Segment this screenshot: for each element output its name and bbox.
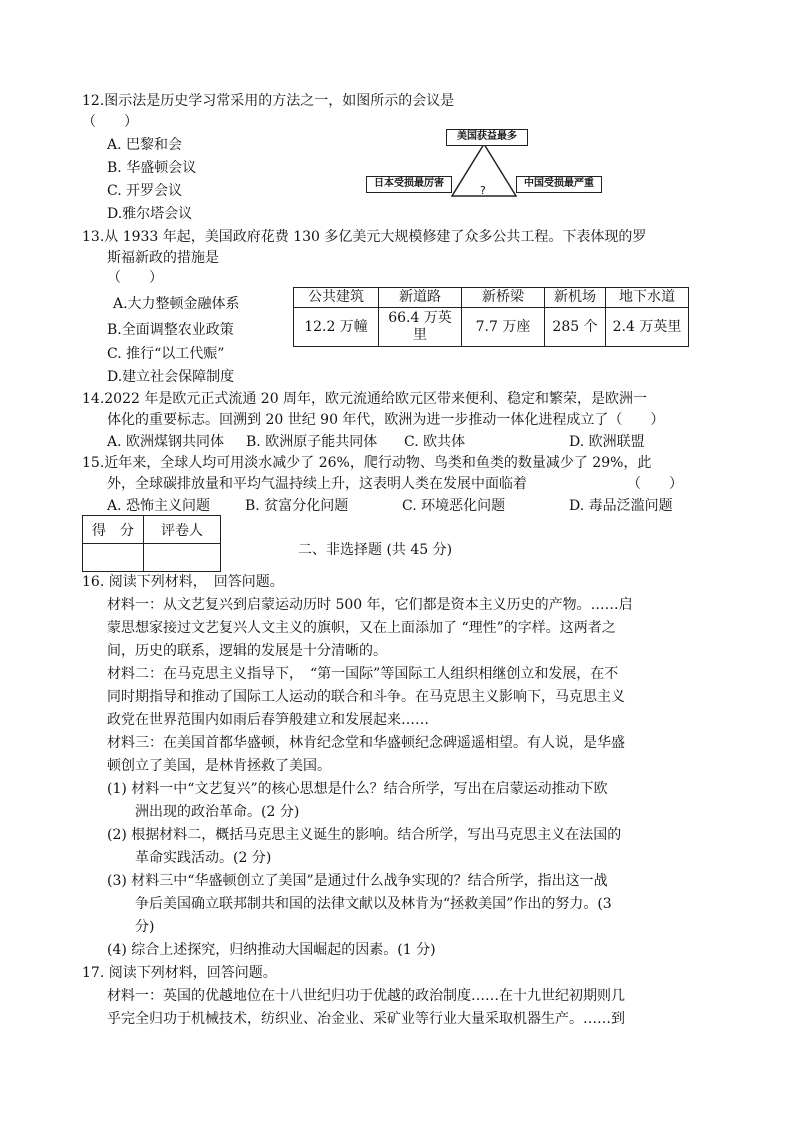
q16-subquestion: (3) 材料三中“华盛顿创立了美国”是通过什么战争实现的？结合所学，指出这一战 bbox=[107, 873, 608, 889]
q16-material-line: 蒙思想家接过文艺复兴人文主义的旗帜，又在上面添加了 “理性”的字样。这两者之 bbox=[107, 620, 616, 636]
table-cell: 285 个 bbox=[545, 308, 606, 347]
q16-material-line: 同时期指导和推动了国际工人运动的联合和斗争。在马克思主义影响下，马克思主义 bbox=[107, 689, 625, 705]
score-table bbox=[82, 515, 221, 572]
q13-option-a: A.大力整顿金融体系 bbox=[113, 296, 240, 312]
q14-option-a: A. 欧洲煤钢共同体 bbox=[107, 434, 225, 450]
table-header-cell: 公共建筑 bbox=[294, 288, 379, 308]
q16-material-line: 材料二：在马克思主义指导下， “第一国际”等国际工人组织相继创立和发展，在不 bbox=[107, 666, 619, 682]
score-header: 得 分 bbox=[83, 516, 144, 544]
q13-table bbox=[293, 287, 689, 347]
q13-stem-line1: 13.从 1933 年起，美国政府花费 130 多亿美元大规模修建了众多公共工程。下表体现的罗 bbox=[82, 229, 647, 245]
q16-material-line: 材料三：在美国首都华盛顿，林肯纪念堂和华盛顿纪念碑遥遥相望。有人说，是华盛 bbox=[107, 735, 625, 751]
q15-line2: 外，全球碳排放量和平均气温持续上升，这表明人类在发展中面临着 bbox=[107, 476, 527, 492]
q15-option-c: C. 环境恶化问题 bbox=[402, 498, 506, 514]
table-header-row bbox=[294, 288, 689, 308]
q16-subquestion: (1) 材料一中“文艺复兴”的核心思想是什么？结合所学，写出在启蒙运动推动下欧 bbox=[107, 781, 608, 797]
q17-stem: 17. 阅读下列材料，回答问题。 bbox=[82, 965, 277, 981]
q17-material-line: 材料一：英国的优越地位在十八世纪归功于优越的政治制度……在十九世纪初期则几 bbox=[107, 988, 625, 1004]
q12-stem: 12.图示法是历史学习常采用的方法之一，如图所示的会议是 bbox=[82, 93, 455, 109]
q17-material-line: 乎完全归功于机械技术，纺织业、冶金业、采矿业等行业大量采取机器生产。……到 bbox=[107, 1011, 625, 1027]
q14-option-d: D. 欧洲联盟 bbox=[569, 434, 645, 450]
q16-subquestion: (2) 根据材料二，概括马克思主义诞生的影响。结合所学，写出马克思主义在法国的 bbox=[107, 827, 622, 843]
q16-material-line: 政党在世界范围内如雨后春笋般建立和发展起来…… bbox=[107, 712, 429, 728]
q13-stem-line2: 斯福新政的措施是 bbox=[107, 250, 219, 266]
q15-option-b: B. 贫富分化问题 bbox=[245, 498, 349, 514]
q12-option-c: C. 开罗会议 bbox=[107, 183, 183, 199]
q12-option-a: A. 巴黎和会 bbox=[107, 137, 183, 153]
grader-header: 评卷人 bbox=[144, 516, 221, 544]
table-header-cell: 新道路 bbox=[379, 288, 462, 308]
table-cell: 7.7 万座 bbox=[462, 308, 545, 347]
diagram-center-mark: ? bbox=[480, 184, 486, 197]
q14-line1: 14.2022 年是欧元正式流通 20 周年，欧元流通给欧元区带来便利、稳定和繁荣，是欧洲一 bbox=[82, 391, 648, 407]
q13-option-c: C. 推行“以工代赈” bbox=[107, 346, 225, 362]
q13-option-b: B.全面调整农业政策 bbox=[107, 322, 234, 338]
table-header-cell: 地下水道 bbox=[606, 288, 689, 308]
q16-subquestion: 革命实践活动。(2 分) bbox=[135, 850, 272, 866]
table-cell: 2.4 万英里 bbox=[606, 308, 689, 347]
table-header-cell: 新桥梁 bbox=[462, 288, 545, 308]
q13-option-d: D.建立社会保障制度 bbox=[107, 369, 235, 385]
table-row bbox=[294, 308, 689, 347]
q15-option-d: D. 毒品泛滥问题 bbox=[569, 498, 673, 514]
section-title: 二、非选择题 (共 45 分) bbox=[298, 542, 453, 558]
q13-answer-paren: （ ） bbox=[107, 270, 163, 286]
table-cell: 12.2 万幢 bbox=[294, 308, 379, 347]
q12-option-b: B. 华盛顿会议 bbox=[107, 160, 197, 176]
q14-option-b: B. 欧洲原子能共同体 bbox=[246, 434, 378, 450]
diagram-right-label: 中国受损最严重 bbox=[516, 176, 602, 193]
diagram-top-label: 美国获益最多 bbox=[446, 129, 528, 146]
q16-subquestion: (4) 综合上述探究，归纳推动大国崛起的因素。(1 分) bbox=[107, 942, 436, 958]
q14-option-c: C. 欧共体 bbox=[404, 434, 466, 450]
q12-answer-paren: （ ） bbox=[82, 114, 138, 130]
q15-line1: 15.近年来，全球人均可用淡水减少了 26%，爬行动物、鸟类和鱼类的数量减少了 29%，此 bbox=[82, 455, 652, 471]
q16-subquestion: 分) bbox=[135, 919, 155, 935]
table-header-cell: 新机场 bbox=[545, 288, 606, 308]
q16-material-line: 材料一：从文艺复兴到启蒙运动历时 500 年，它们都是资本主义历史的产物。……启 bbox=[107, 597, 633, 613]
q14-line2: 体化的重要标志。回溯到 20 世纪 90 年代，欧洲为进一步推动一体化进程成立了（ ） bbox=[107, 412, 665, 428]
score-cell[interactable] bbox=[83, 544, 144, 572]
q16-material-line: 顿创立了美国，是林肯拯救了美国。 bbox=[107, 758, 331, 774]
q15-option-a: A. 恐怖主义问题 bbox=[107, 498, 211, 514]
q16-subquestion: 争后美国确立联邦制共和国的法律文献以及林肯为“拯救美国”作出的努力。(3 bbox=[135, 896, 612, 912]
q12-option-d: D.雅尔塔会议 bbox=[107, 206, 193, 222]
q16-subquestion: 洲出现的政治革命。(2 分) bbox=[135, 804, 300, 820]
q16-material-line: 间，历史的联系，逻辑的发展是十分清晰的。 bbox=[107, 643, 387, 659]
diagram-left-label: 日本受损最厉害 bbox=[366, 176, 452, 193]
q15-answer-paren: （ ） bbox=[627, 476, 683, 492]
grader-cell[interactable] bbox=[144, 544, 221, 572]
table-cell: 66.4 万英里 bbox=[379, 308, 462, 347]
q16-stem: 16. 阅读下列材料， 回答问题。 bbox=[82, 574, 284, 590]
